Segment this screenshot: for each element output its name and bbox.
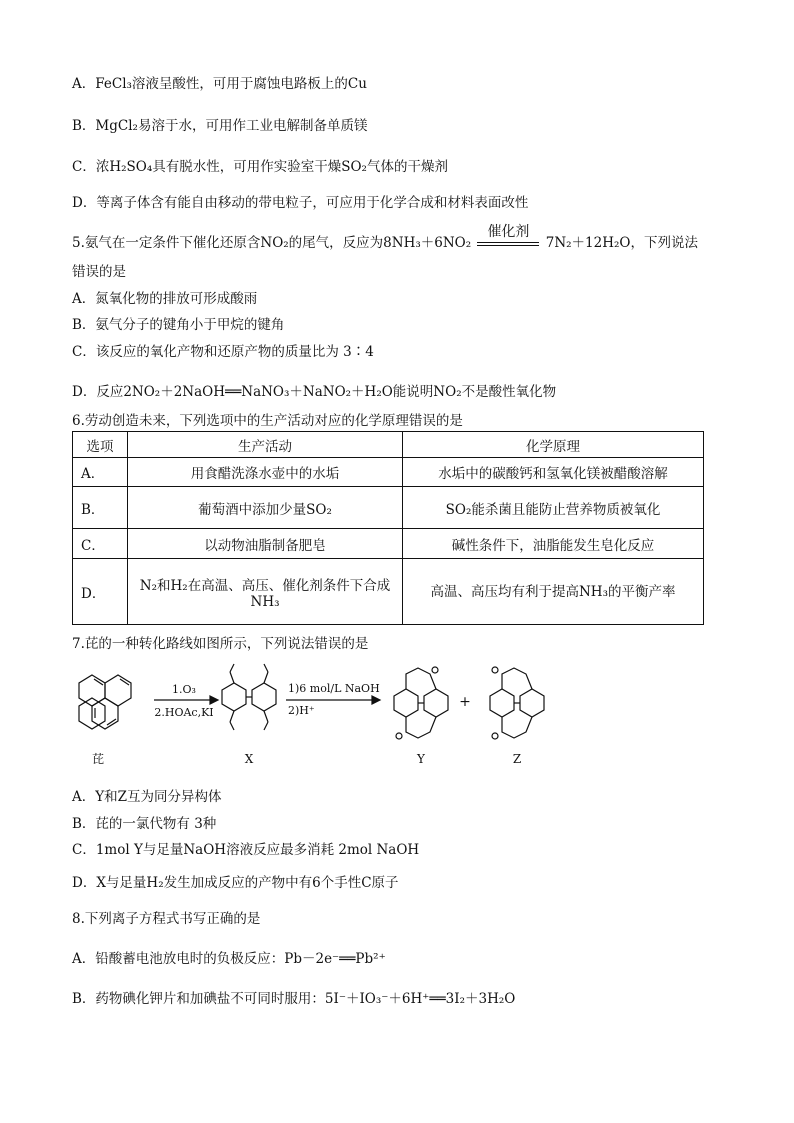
label-x: X: [244, 752, 254, 766]
plus-sign: +: [459, 694, 471, 710]
label-pyrene: 芘: [91, 752, 105, 766]
q5-stem-post: 7N₂＋12H₂O，下列说法: [545, 235, 698, 251]
q6-stem: 6.劳动创造未来，下列选项中的生产活动对应的化学原理错误的是: [72, 413, 463, 429]
step2-reagent-b: 2)H⁺: [288, 704, 315, 717]
table-cell: 水垢中的碳酸钙和氢氧化镁被醋酸溶解: [403, 458, 704, 487]
q5-stem-pre: 5.氨气在一定条件下催化还原含NO₂的尾气，反应为8NH₃＋6NO₂: [72, 235, 472, 251]
q8-option-b: B．药物碘化钾片和加碘盐不可同时服用：5I⁻＋IO₃⁻＋6H⁺══3I₂＋3H₂O: [72, 991, 516, 1007]
table-cell: 葡萄酒中添加少量SO₂: [128, 487, 403, 529]
label-z: Z: [512, 752, 522, 766]
q7-option-d: D．X与足量H₂发生加成反应的产物中有6个手性C原子: [72, 875, 399, 891]
table-row: [73, 529, 704, 559]
table-cell: D．: [73, 559, 128, 625]
table-cell: 以动物油脂制备肥皂: [128, 529, 403, 559]
q8-stem: 8.下列离子方程式书写正确的是: [72, 911, 261, 927]
step1-reagent-a: 1.O₃: [172, 683, 196, 696]
q5-stem-2: 错误的是: [72, 264, 126, 280]
compound-x-structure: [222, 664, 276, 730]
compound-z-structure: [490, 667, 544, 739]
q7-option-c: C．1mol Y与足量NaOH溶液反应最多消耗 2mol NaOH: [72, 842, 420, 858]
q4-option-c: C．浓H₂SO₄具有脱水性，可用作实验室干燥SO₂气体的干燥剂: [72, 159, 448, 175]
q5-option-d: D．反应2NO₂＋2NaOH══NaNO₃＋NaNO₂＋H₂O能说明NO₂不是酸性氧化物: [72, 384, 557, 400]
table-cell: SO₂能杀菌且能防止营养物质被氧化: [403, 487, 704, 529]
step1-reagent-b: 2.HOAc,KI: [154, 706, 214, 719]
q7-option-a: A．Y和Z互为同分异构体: [72, 789, 222, 805]
q4-option-b: B．MgCl₂易溶于水，可用作工业电解制备单质镁: [72, 118, 368, 134]
table-header: 化学原理: [403, 432, 704, 458]
q5-option-a: A．氮氧化物的排放可形成酸雨: [72, 291, 258, 307]
catalyst-arrow: [477, 223, 539, 251]
reaction-scheme: [72, 660, 592, 770]
table-header: 生产活动: [128, 432, 403, 458]
table-cell: A．: [73, 458, 128, 487]
table-row: [73, 458, 704, 487]
table-row: [73, 487, 704, 529]
q7-option-b: B．芘的一氯代物有 3种: [72, 816, 217, 832]
step2-reagent-a: 1)6 mol/L NaOH: [288, 682, 380, 695]
table-row: [73, 559, 704, 625]
table-cell: C．: [73, 529, 128, 559]
table-cell: B．: [73, 487, 128, 529]
table-header: 选项: [73, 432, 128, 458]
q5-stem: [72, 223, 698, 251]
q7-stem: 7.芘的一种转化路线如图所示，下列说法错误的是: [72, 636, 369, 652]
table-cell: 高温、高压均有利于提高NH₃的平衡产率: [403, 559, 704, 625]
pyrene-structure: [79, 675, 131, 729]
label-y: Y: [417, 752, 425, 766]
table-cell: 碱性条件下，油脂能发生皂化反应: [403, 529, 704, 559]
table-cell: 用食醋洗涤水壶中的水垢: [128, 458, 403, 487]
q5-option-b: B．氨气分子的键角小于甲烷的键角: [72, 317, 285, 333]
table-cell: N₂和H₂在高温、高压、催化剂条件下合成NH₃: [128, 559, 403, 625]
q4-option-a: A．FeCl₃溶液呈酸性，可用于腐蚀电路板上的Cu: [72, 76, 367, 92]
catalyst-label: 催化剂: [487, 223, 530, 240]
q6-table: [72, 431, 704, 625]
q5-option-c: C．该反应的氧化产物和还原产物的质量比为 3∶4: [72, 344, 374, 360]
q4-option-d: D．等离子体含有能自由移动的带电粒子，可应用于化学合成和材料表面改性: [72, 195, 529, 211]
compound-y-structure: [394, 667, 448, 739]
q8-option-a: A．铅酸蓄电池放电时的负极反应：Pb－2e⁻══Pb²⁺: [72, 951, 386, 967]
table-header-row: [73, 432, 704, 458]
